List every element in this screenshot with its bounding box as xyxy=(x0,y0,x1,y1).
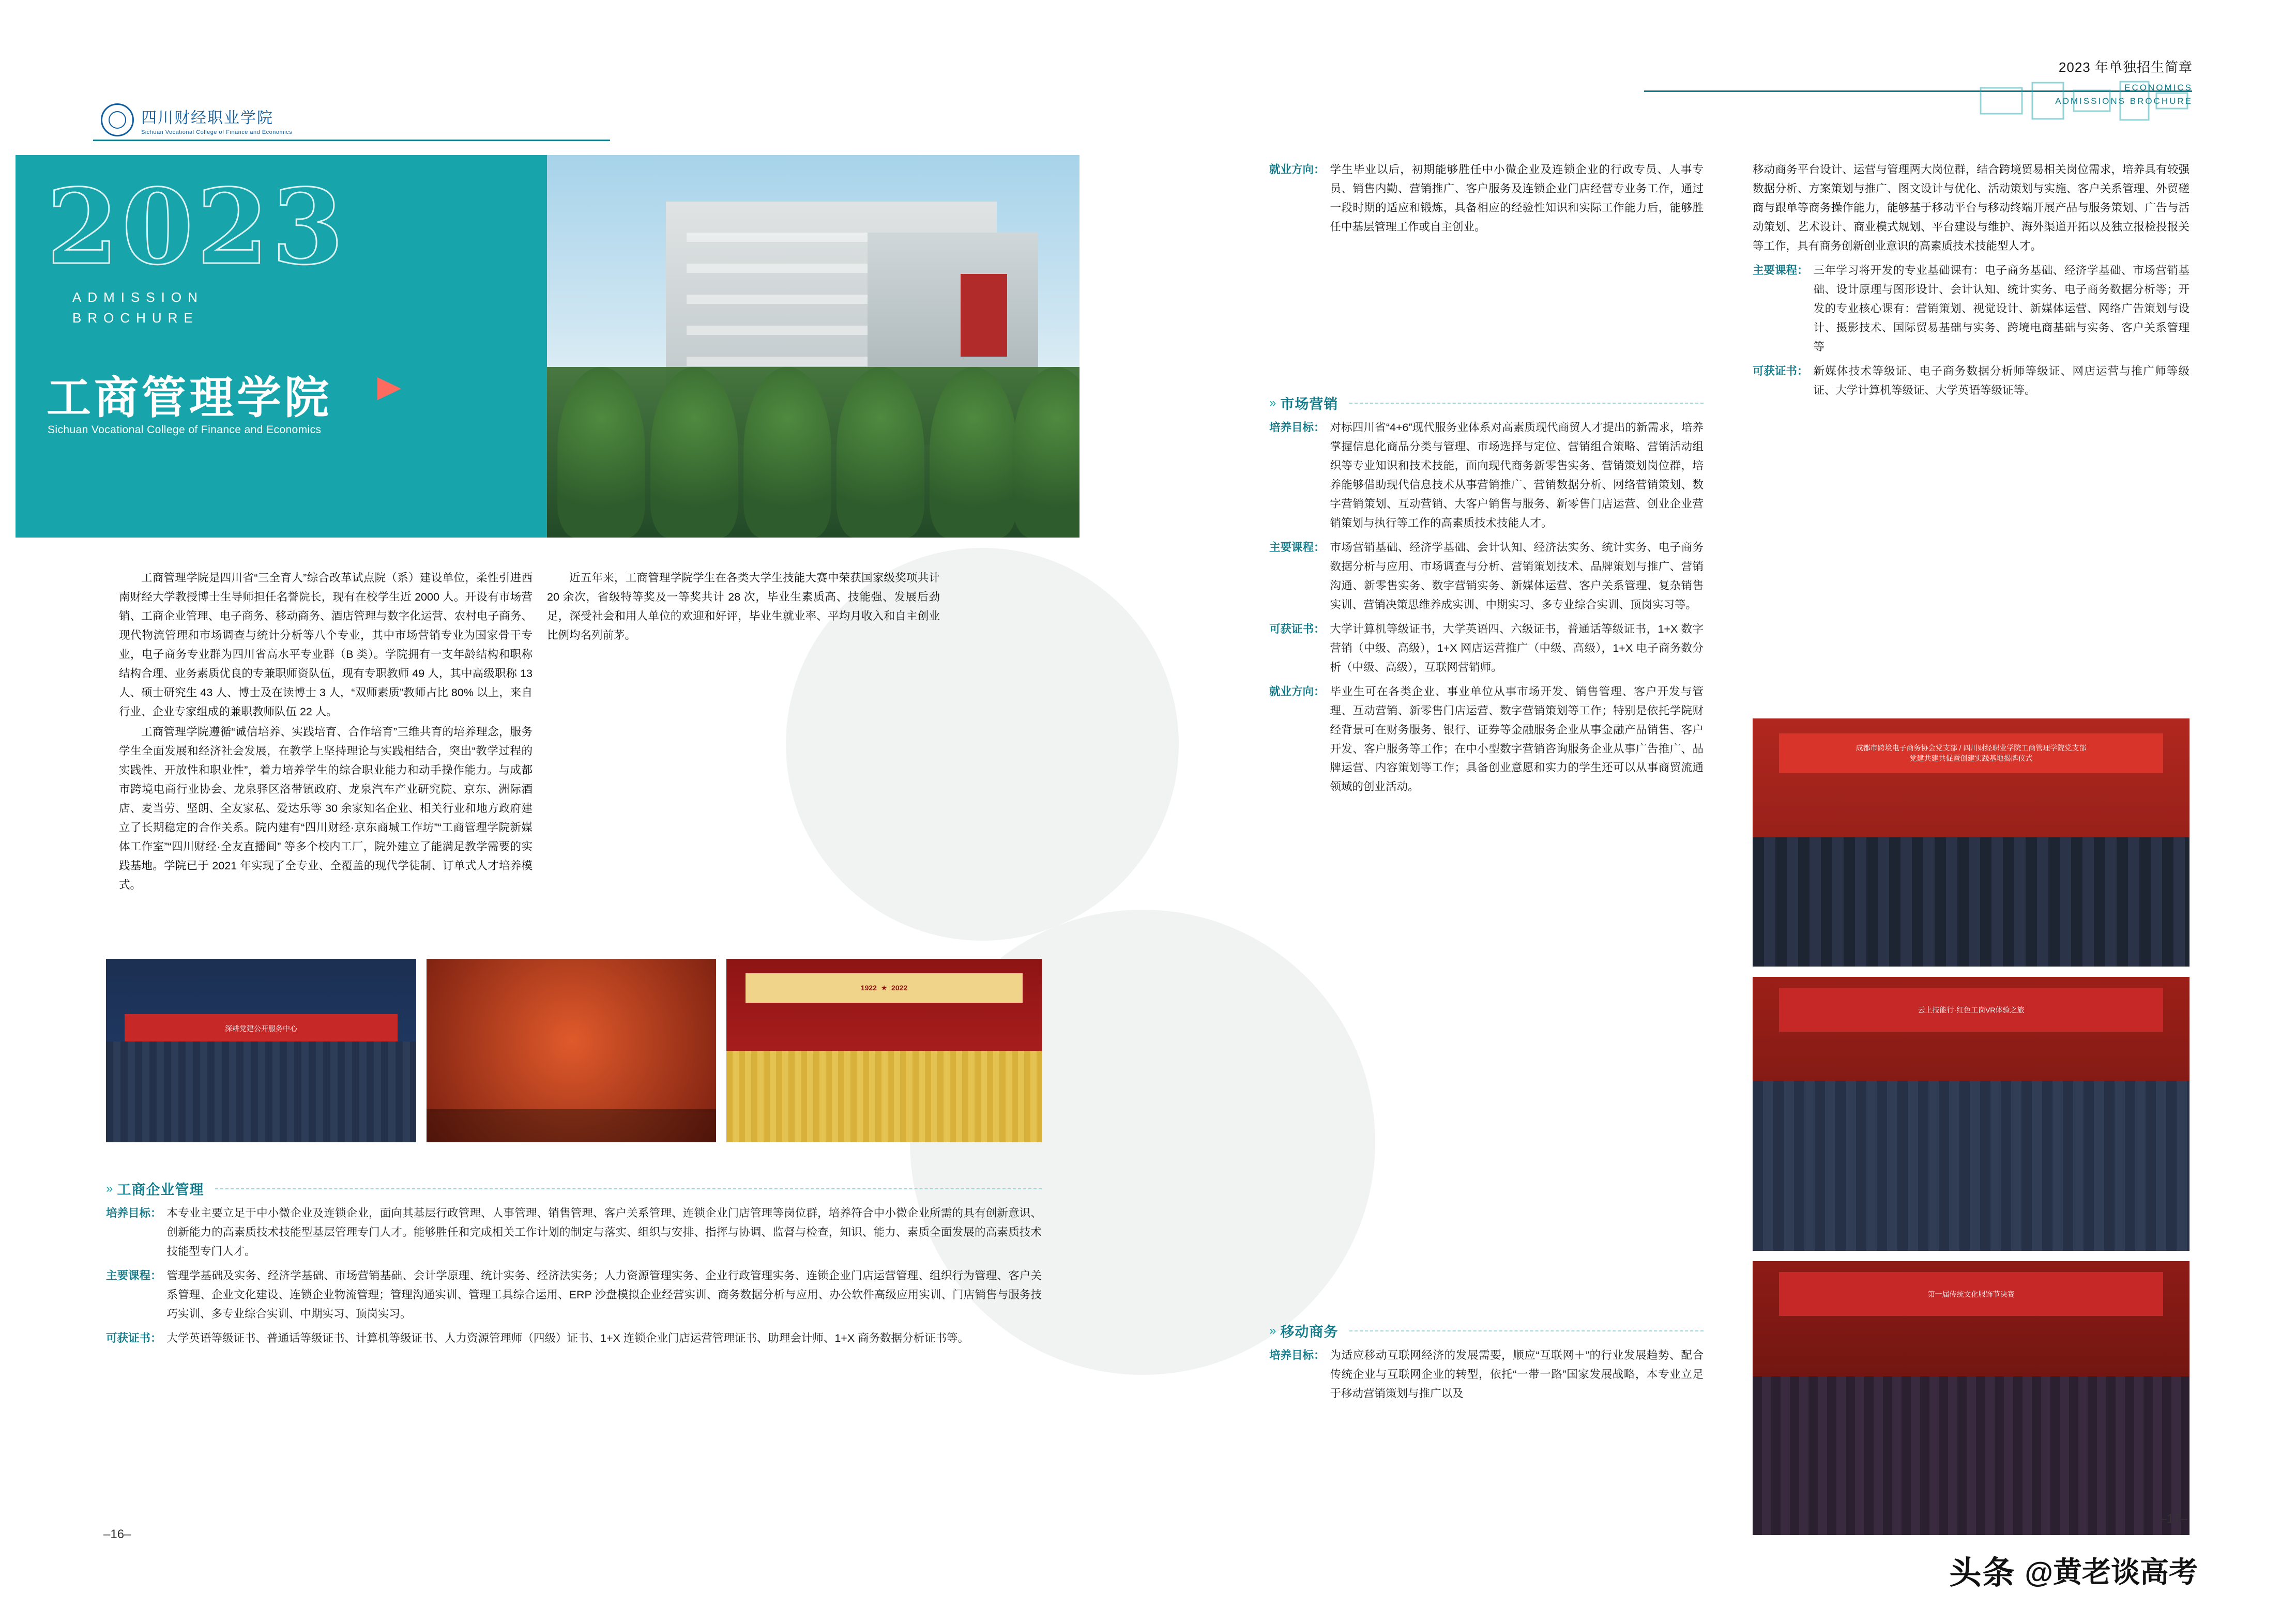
logo-title: 四川财经职业学院 xyxy=(141,109,273,127)
mobile-commerce-goal-cont: 移动商务平台设计、运营与管理两大岗位群，结合跨境贸易相关岗位需求，培养具有较强数据分析、方案策划与推广、图文设计与优化、活动策划与实施、客户关系管理、外贸磋商与跟单等商务操作能力，能够基于移动平台与移动终端开展产品与服务策划、广告与活动策划、艺术设计、商业模式规划、平台建设与维护、海外渠道开拓以及独立报检投报关等工作，具有商务创新创业意识的高素质技术技能型人才。 xyxy=(1753,163,2189,252)
field-value: 新媒体技术等级证、电子商务数据分析师等级证、网店运营与推广师等级证、大学计算机等级证、大学英语等级证等。 xyxy=(1813,364,2189,396)
chevron-double-right-icon: » xyxy=(1269,1323,1273,1338)
field-value: 市场营销基础、经济学基础、会计认知、经济法实务、统计实务、电子商务数据分析与应用、市场调查与分析、营销策划技术、品牌策划与推广、营销沟通、新零售实务、数字营销实务、新媒体运营、客户关系管理、复杂销售实训、营销决策思维养成实训、中期实习、多专业综合实训、顶岗实习等。 xyxy=(1330,541,1704,611)
photo-right-2: 云上技能行·红色工岗VR体验之旅 xyxy=(1753,977,2189,1251)
cover-block xyxy=(16,155,548,538)
field-value: 三年学习将开发的专业基础课有：电子商务基础、经济学基础、市场营销基础、设计原理与图形设计、会计认知、统计实务、电子商务数据分析等；开发的专业核心课有：营销策划、视觉设计、新媒体运营、网络广告策划与设计、摄影技术、国际贸易基础与实务、跨境电商基础与实务、客户关系管理等 xyxy=(1813,264,2189,353)
field-label: 就业方向： xyxy=(1269,685,1325,698)
campus-photo xyxy=(547,155,1079,538)
field-value: 管理学基础及实务、经济学基础、市场营销基础、会计学原理、统计实务、经济法实务；人力资源管理实务、企业行政管理实务、连锁企业门店运营管理、组织行为管理、客户关系管理、企业文化建设、连锁企业物流管理；管理沟通实训、管理工具综合运用、ERP 沙盘模拟企业经营实训、商务数据分析与应用、办公软件高级应用实训、门店销售与服务技巧实训、多专业综合实训、中期实习、顶岗实习。 xyxy=(166,1269,1042,1320)
field-value: 大学计算机等级证书，大学英语四、六级证书，普通话等级证书，1+X 数字营销（中级、高级），1+X 网店运营推广（中级、高级），1+X 电子商务数分析（中级、高级），互联网营销师。 xyxy=(1330,622,1704,673)
section-divider xyxy=(1349,403,1704,404)
field-value: 本专业主要立足于中小微企业及连锁企业，面向其基层行政管理、人事管理、销售管理、客户关系管理、连锁企业门店管理等岗位群，培养符合中小微企业所需的具有创新意识、创新能力的高素质技术技能型基层管理专门人才。能够胜任和完成相关工作计划的制定与落实、组织与安排、指挥与协调、监督与检查，知识、能力、素质全面发展的高素质技术技能型专门人才。 xyxy=(166,1207,1042,1258)
field-courses-mobile xyxy=(1753,261,2189,357)
section-divider xyxy=(1349,1330,1704,1331)
logo-emblem-icon xyxy=(101,103,134,136)
section-mobile-commerce xyxy=(1269,1321,1704,1403)
intro-paragraph-2: 工商管理学院遵循“诚信培养、实践培育、合作培育”三维共育的培养理念，服务学生全面发展和经济社会发展，在教学上坚持理论与实践相结合，突出“教学过程的实践性、开放性和职业性”，着力培养学生的综合职业能力和动手操作能力。与成都市跨境电商行业协会、龙泉驿区洛带镇政府、龙泉汽车产业研究院、京东、洲际酒店、麦当劳、坚朗、全友家私、爱达乐等 30 余家知名企业、相关行业和地方政府建立了长期稳定的合作关系。院内建有“四川财经·京东商城工作坊”“工商管理学院新媒体工作室”“四川财经·全友直播间” 等多个校内工厂，院外建立了能满足教学需要的实践基地。学院已于 2021 年实现了全专业、全覆盖的现代学徒制、订单式人才培养模式。 xyxy=(119,725,533,891)
photo-right-1: 成都市跨境电子商务协会党支部 / 四川财经职业学院工商管理学院党支部 党建共建共促暨创建实践基地揭牌仪式 xyxy=(1753,718,2189,967)
cover-brochure: BROCHURE xyxy=(72,310,199,326)
cover-department: 工商管理学院 xyxy=(47,373,332,423)
field-goal xyxy=(1269,1346,1704,1403)
field-label: 可获证书： xyxy=(1269,622,1325,635)
field-label: 主要课程： xyxy=(1753,264,1808,277)
field-value: 大学英语等级证书、普通话等级证书、计算机等级证书、人力资源管理师（四级）证书、1+X 连锁企业门店运营管理证书、助理会计师、1+X 商务数据分析证书等。 xyxy=(166,1331,969,1344)
chevron-double-right-icon: » xyxy=(106,1181,110,1196)
field-label: 可获证书： xyxy=(1753,364,1808,377)
intro-paragraph-2b: 近五年来，工商管理学院学生在各类大学生技能大赛中荣获国家级奖项共计 20 余次，省级特等奖及一等奖共计 28 次，毕业生素质高、技能强、发展后劲足，深受社会和用人单位的欢迎和好评，毕业生就业率、平均月收入和自主创业比例均名列前茅。 xyxy=(547,572,940,641)
section-divider xyxy=(215,1188,1042,1189)
field-label: 主要课程： xyxy=(1269,541,1325,554)
field-label: 主要课程： xyxy=(106,1269,162,1282)
cover-admission: ADMISSION xyxy=(72,289,204,305)
field-goal xyxy=(1269,418,1704,533)
watermark-brand: 头条 xyxy=(1949,1555,2016,1591)
field-label: 培养目标： xyxy=(1269,421,1325,434)
field-label: 培养目标： xyxy=(106,1207,162,1219)
field-certificates xyxy=(106,1329,1042,1348)
right-column xyxy=(1753,160,2189,400)
photo-strip-1: 深耕党建公开服务中心 xyxy=(106,959,416,1142)
section-title: 移动商务 xyxy=(1280,1324,1339,1340)
cover-department-en: Sichuan Vocational College of Finance and Economics xyxy=(48,424,322,436)
brochure-title: 2023 年单独招生简章 xyxy=(2058,59,2193,75)
section-marketing xyxy=(1269,393,1704,796)
field-label: 就业方向： xyxy=(1269,163,1325,176)
logo-subtitle: Sichuan Vocational College of Finance and Economics xyxy=(141,129,293,135)
watermark xyxy=(1949,1547,2198,1593)
field-courses xyxy=(1269,538,1704,615)
section-title: 市场营销 xyxy=(1280,396,1339,412)
header-en-line2: ADMISSIONS BROCHURE xyxy=(2055,96,2193,106)
field-value: 学生毕业以后，初期能够胜任中小微企业及连锁企业的行政专员、人事专员、销售内勤、营销推广、客户服务及连锁企业门店经营专业务工作，通过一段时期的适应和锻炼，具备相应的经验性知识和实际工作能力后，能够胜任中基层管理工作或自主创业。 xyxy=(1330,163,1704,233)
header-rule-left xyxy=(93,140,610,141)
field-label: 可获证书： xyxy=(106,1331,162,1344)
field-value: 为适应移动互联网经济的发展需要，顺应“互联网＋”的行业发展趋势、配合传统企业与互联网企业的转型，依托“一带一路”国家发展战略，本专业立足于移动营销策划与推广以及 xyxy=(1330,1349,1704,1400)
college-logo xyxy=(101,103,292,136)
field-courses xyxy=(106,1266,1042,1324)
page-number-left: –16– xyxy=(103,1527,131,1541)
field-certificates-mobile xyxy=(1753,362,2189,400)
header-en-line1: ECONOMICS xyxy=(2124,83,2193,93)
field-employment-sec1 xyxy=(1269,160,1704,237)
photo-strip-2 xyxy=(427,959,716,1142)
photo-strip-3: 1922 ★ 2022 xyxy=(726,959,1042,1142)
section-title: 工商企业管理 xyxy=(117,1182,204,1198)
middle-column xyxy=(1269,160,1704,237)
watermark-handle: @黄老谈高考 xyxy=(2025,1555,2198,1588)
field-value: 毕业生可在各类企业、事业单位从事市场开发、销售管理、客户开发与管理、互动营销、新零售门店运营、数字营销策划等工作；特别是依托学院财经背景可在财务服务、银行、证券等金融服务企业从事金融产品销售、客户开发、客户服务等工作；在中小型数字营销咨询服务企业从事广告推广、品牌运营、内容策划等工作；具备创业意愿和实力的学生还可以从事商贸流通领域的创业活动。 xyxy=(1330,685,1704,793)
field-label: 培养目标： xyxy=(1269,1349,1325,1361)
page-number-right: –17– xyxy=(2160,1512,2187,1526)
photo-right-3: 第一届传统文化服饰节决赛 xyxy=(1753,1261,2189,1535)
chevron-double-right-icon: » xyxy=(1269,395,1273,410)
intro-paragraph-1: 工商管理学院是四川省“三全育人”综合改革试点院（系）建设单位，柔性引进西南财经大学教授博士生导师担任名誉院长，现有在校学生近 2000 人。开设有市场营销、工商企业管理、电子商务、移动商务、酒店管理与数字化运营、农村电子商务、现代物流管理和市场调查与统计分析等八个专业，其中市场营销专业为国家骨干专业，电子商务专业群为四川省高水平专业群（B 类）。学院拥有一支年龄结构和职称结构合理、业务素质优良的专兼职师资队伍，现有专职教师 49 人，其中高级职称 13 人、硕士研究生 43 人、博士及在读博士 3 人，“双师素质”教师占比 80% 以上，来自行业、企业专家组成的兼职教师队伍 22 人。 xyxy=(119,572,533,718)
field-certificates xyxy=(1269,620,1704,677)
field-value: 对标四川省“4+6”现代服务业体系对高素质现代商贸人才提出的新需求，培养掌握信息化商品分类与管理、市场选择与定位、营销组合策略、营销活动组织等专业知识和技术技能，面向现代商务新零售实务、营销策划岗位群，培养能够借助现代信息技术从事营销推广、营销数据分析、网络营销策划、数字营销策划、互动营销、大客户销售与服务、新零售门店运营、创业企业营销策划与执行等工作的高素质技术技能人才。 xyxy=(1330,421,1704,529)
intro-column xyxy=(119,569,533,895)
section-business-management xyxy=(106,1178,1042,1348)
arrow-icon xyxy=(377,377,401,400)
field-goal xyxy=(106,1204,1042,1261)
header-decoration-icon xyxy=(1975,78,2193,124)
intro-column-2 xyxy=(547,569,940,646)
field-employment xyxy=(1269,682,1704,797)
cover-year: 2023 xyxy=(47,166,347,288)
